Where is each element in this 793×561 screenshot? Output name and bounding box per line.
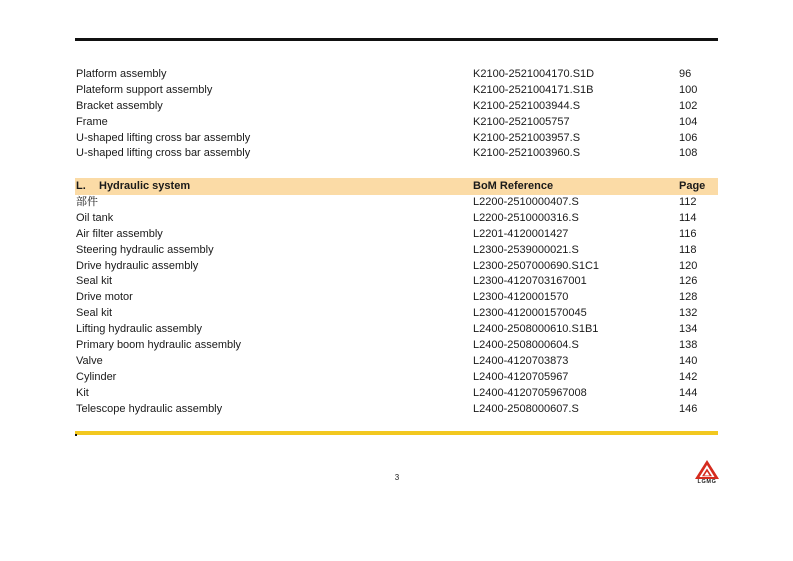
table-row <box>75 227 718 243</box>
top-rule <box>75 38 718 41</box>
bom-reference: L2300-4120001570 <box>473 291 569 304</box>
part-name: Kit <box>76 386 89 399</box>
table-row <box>75 83 718 99</box>
page-ref: 126 <box>679 275 698 288</box>
bom-reference: K2100-2521003960.S <box>473 147 581 160</box>
section-l-title-cell <box>76 178 190 195</box>
table-row <box>75 306 718 322</box>
page-ref: 128 <box>679 291 698 304</box>
section-l-letter: L. <box>76 180 86 192</box>
bom-reference: L2300-4120703167001 <box>473 275 587 288</box>
table-row <box>75 115 718 131</box>
part-name: Air filter assembly <box>76 227 163 240</box>
bom-reference: L2400-4120703873 <box>473 354 569 367</box>
part-name: Drive motor <box>76 291 133 304</box>
part-name: Platform assembly <box>76 68 167 80</box>
bom-reference: L2300-2539000021.S <box>473 243 579 256</box>
bom-reference: L2300-2507000690.S1C1 <box>473 259 600 272</box>
bom-reference: K2100-2521004170.S1D <box>473 68 595 80</box>
page-ref: 112 <box>679 196 697 208</box>
bom-reference: K2100-2521005757 <box>473 115 570 128</box>
page-ref: 108 <box>679 147 698 160</box>
bom-reference-header: BoM Reference <box>473 180 554 192</box>
bom-reference: L2400-2508000604.S <box>473 339 579 352</box>
page-ref: 96 <box>679 68 692 80</box>
bom-reference: L2400-4120705967008 <box>473 386 587 399</box>
table-row <box>75 274 718 290</box>
part-name: Plateform support assembly <box>76 83 213 96</box>
table-row <box>75 67 718 83</box>
bom-reference: K2100-2521004171.S1B <box>473 83 594 96</box>
table-row <box>75 259 718 275</box>
page-ref: 116 <box>679 227 697 240</box>
table-row <box>75 354 718 370</box>
page-ref: 132 <box>679 307 698 320</box>
bottom-rule-tick <box>75 434 77 436</box>
part-name: Frame <box>76 115 108 128</box>
part-name: Telescope hydraulic assembly <box>76 402 223 415</box>
table-row <box>75 370 718 386</box>
part-name: U-shaped lifting cross bar assembly <box>76 131 251 144</box>
part-name: Seal kit <box>76 307 113 320</box>
page-ref: 118 <box>679 243 697 256</box>
bom-reference: K2100-2521003957.S <box>473 131 581 144</box>
lgmg-triangle-logo-icon <box>695 460 719 479</box>
table-row <box>75 99 718 115</box>
page-ref: 140 <box>679 354 698 367</box>
part-name: Valve <box>76 354 103 367</box>
table-row <box>75 386 718 402</box>
page-ref: 114 <box>679 211 697 224</box>
part-name: Cylinder <box>76 370 117 383</box>
bom-reference: L2200-2510000316.S <box>473 211 579 224</box>
part-name: Primary boom hydraulic assembly <box>76 339 242 352</box>
bom-reference: L2300-4120001570045 <box>473 307 587 320</box>
page-ref: 104 <box>679 115 698 128</box>
bom-reference: L2200-2510000407.S <box>473 196 579 208</box>
part-name: Oil tank <box>76 211 114 224</box>
bom-reference: L2400-2508000610.S1B1 <box>473 323 599 336</box>
part-name: Bracket assembly <box>76 99 163 112</box>
section-k-table <box>75 67 718 162</box>
part-name: U-shaped lifting cross bar assembly <box>76 147 251 160</box>
page-ref: 106 <box>679 131 698 144</box>
table-row <box>75 146 718 162</box>
part-name: 部件 <box>76 196 98 208</box>
page-ref: 138 <box>679 339 698 352</box>
part-name: Drive hydraulic assembly <box>76 259 199 272</box>
table-row <box>75 195 718 211</box>
part-name: Steering hydraulic assembly <box>76 243 214 256</box>
page-ref: 100 <box>679 83 698 96</box>
table-row <box>75 131 718 147</box>
bom-reference: L2400-4120705967 <box>473 370 569 383</box>
lgmg-logo <box>694 460 720 488</box>
table-row <box>75 243 718 259</box>
table-row <box>75 290 718 306</box>
logo-text: LGMG <box>697 479 717 485</box>
table-row <box>75 402 718 418</box>
bom-reference: L2400-2508000607.S <box>473 402 579 415</box>
page-ref: 120 <box>679 259 698 272</box>
table-row <box>75 211 718 227</box>
part-name: Seal kit <box>76 275 113 288</box>
table-row <box>75 338 718 354</box>
page-ref: 102 <box>679 99 698 112</box>
page-header: Page <box>679 180 706 192</box>
page-ref: 146 <box>679 402 698 415</box>
section-l-title: Hydraulic system <box>99 180 191 192</box>
bom-reference: K2100-2521003944.S <box>473 99 581 112</box>
bottom-rule <box>75 431 718 435</box>
page-ref: 142 <box>679 370 698 383</box>
page-number: 3 <box>394 473 400 482</box>
section-l-header <box>75 178 718 195</box>
section-l-table <box>75 195 718 417</box>
page-ref: 134 <box>679 323 698 336</box>
page-ref: 144 <box>679 386 698 399</box>
bom-reference: L2201-4120001427 <box>473 227 569 240</box>
part-name: Lifting hydraulic assembly <box>76 323 202 336</box>
table-row <box>75 322 718 338</box>
